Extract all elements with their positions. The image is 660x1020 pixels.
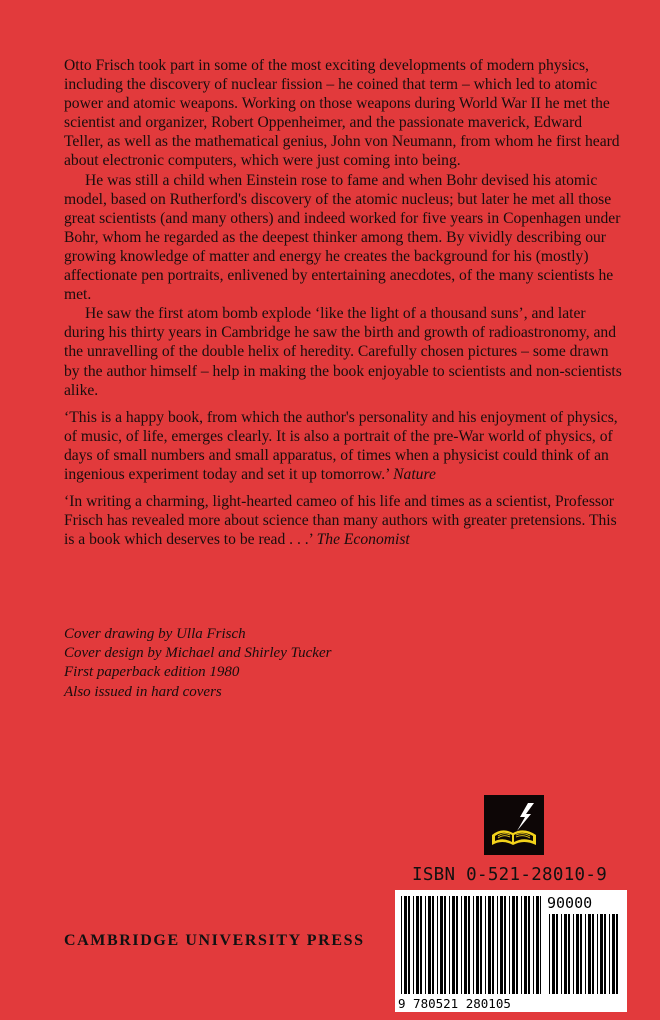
- barcode-bar: [473, 896, 474, 994]
- barcode-bar: [552, 914, 555, 994]
- barcode-bar: [408, 896, 410, 994]
- barcode-bar: [573, 914, 574, 994]
- publisher-name: CAMBRIDGE UNIVERSITY PRESS: [64, 932, 365, 949]
- barcode-bar: [524, 896, 527, 994]
- barcode-bar: [549, 914, 550, 994]
- barcode-bar: [428, 896, 431, 994]
- barcode-bar: [536, 896, 539, 994]
- barcode-bar: [528, 896, 530, 994]
- review-nature: [64, 408, 624, 484]
- barcode-addon-number: 90000: [547, 894, 593, 912]
- barcode-bar: [452, 896, 455, 994]
- ean-barcode-bars: [401, 896, 541, 994]
- barcode-bar: [404, 896, 407, 994]
- barcode-bar: [509, 896, 510, 994]
- barcode-bar: [480, 896, 482, 994]
- publisher-book-logo-icon: [484, 795, 544, 855]
- barcode-bar: [533, 896, 534, 994]
- barcode-bar: [500, 896, 503, 994]
- barcode-bar: [576, 914, 579, 994]
- barcode-bar: [488, 896, 491, 994]
- review-quote: ‘In writing a charming, light-hearted cameo of his life and times as a scientist, Professor Frisch has revealed more about science than many authors with greater pretensions. This is a book which deserves to be read . . .’: [64, 493, 617, 549]
- review-source: The Economist: [316, 531, 410, 549]
- barcode-bar: [425, 896, 426, 994]
- barcode-bar: [497, 896, 498, 994]
- isbn-label: ISBN 0-521-28010-9: [412, 865, 608, 885]
- barcode-bar: [432, 896, 434, 994]
- barcode-bar: [616, 914, 618, 994]
- barcode-bar: [540, 896, 541, 994]
- credit-line: Also issued in hard covers: [64, 683, 222, 700]
- barcode-bar: [556, 914, 558, 994]
- review-quote: ‘This is a happy book, from which the author's personality and his enjoyment of physics, of music, of life, emerges clearly. It is also a portrait of the pre-War world of physics, of days of small numbers and small apparatus, of times when a physicist could think of an ingenious experiment today and set it up tomorrow.’: [64, 408, 618, 483]
- credit-line: First paperback edition 1980: [64, 664, 240, 681]
- barcode-bar: [521, 896, 522, 994]
- barcode-ean-number: 9 780521 280105: [398, 996, 511, 1011]
- barcode-bar: [437, 896, 438, 994]
- barcode-bar: [516, 896, 518, 994]
- barcode-bar: [600, 914, 603, 994]
- credit-line: Cover drawing by Ulla Frisch: [64, 626, 246, 642]
- blurb-paragraph-2: He was still a child when Einstein rose to fame and when Bohr devised his atomic model, based on Rutherford's discovery of the atomic nucleus; but later he met all those great scientists (and many others) and indeed worked for five years in Copenhagen under Bohr, whom he regarded as the deepest thinker among them. By vividly describing our growing knowledge of matter and energy he creates the background for his (mostly) affectionate pen portraits, enlivened by entertaining anecdotes, of the many scientists he met.: [64, 171, 621, 304]
- blurb-paragraph-3: He saw the first atom bomb explode ‘like the light of a thousand suns’, and later during his thirty years in Cambridge he saw the birth and growth of radioastronomy, and the unravelling of the double helix of heredity. Carefully chosen pictures – some drawn by the author himself – help in making the book enjoyable to scientists and non-scientists alike.: [64, 305, 622, 399]
- blurb-paragraph-1: Otto Frisch took part in some of the most exciting developments of modern physics, including the discovery of nuclear fission – he coined that term – which led to atomic power and atomic weapons. Working on those weapons during World War II he met the scientist and organizer, Robert Oppenheimer, and the passionate maverick, Edward Teller, as well as the mathematical genius, John von Neumann, from whom he first heard about electronic computers, which were just coming into being.: [64, 57, 620, 170]
- barcode-bar: [609, 914, 610, 994]
- barcode-bar: [564, 914, 567, 994]
- barcode-bar: [504, 896, 506, 994]
- credit-line: Cover design by Michael and Shirley Tucker: [64, 645, 332, 662]
- barcode-bar: [456, 896, 458, 994]
- barcode-bar: [512, 896, 515, 994]
- barcode-bar: [413, 896, 414, 994]
- barcode-bar: [561, 914, 562, 994]
- barcode-bar: [401, 896, 402, 994]
- barcode-bar: [468, 896, 470, 994]
- barcode-bar: [492, 896, 494, 994]
- barcode-bar: [588, 914, 591, 994]
- cover-credits: [64, 625, 484, 702]
- addon-barcode-bars: [549, 914, 618, 994]
- barcode: [395, 890, 627, 1012]
- barcode-bar: [604, 914, 606, 994]
- barcode-bar: [461, 896, 462, 994]
- barcode-bar: [597, 914, 598, 994]
- barcode-bar: [592, 914, 594, 994]
- barcode-bar: [568, 914, 570, 994]
- review-economist: [64, 492, 624, 549]
- barcode-bar: [416, 896, 419, 994]
- barcode-bar: [585, 914, 586, 994]
- barcode-bar: [444, 896, 446, 994]
- barcode-bar: [440, 896, 443, 994]
- barcode-bar: [580, 914, 582, 994]
- barcode-bar: [464, 896, 467, 994]
- back-cover-blurb: [64, 56, 624, 549]
- barcode-bar: [485, 896, 486, 994]
- barcode-bar: [476, 896, 479, 994]
- barcode-bar: [449, 896, 450, 994]
- barcode-bar: [420, 896, 422, 994]
- review-source: Nature: [393, 465, 436, 483]
- barcode-bar: [612, 914, 615, 994]
